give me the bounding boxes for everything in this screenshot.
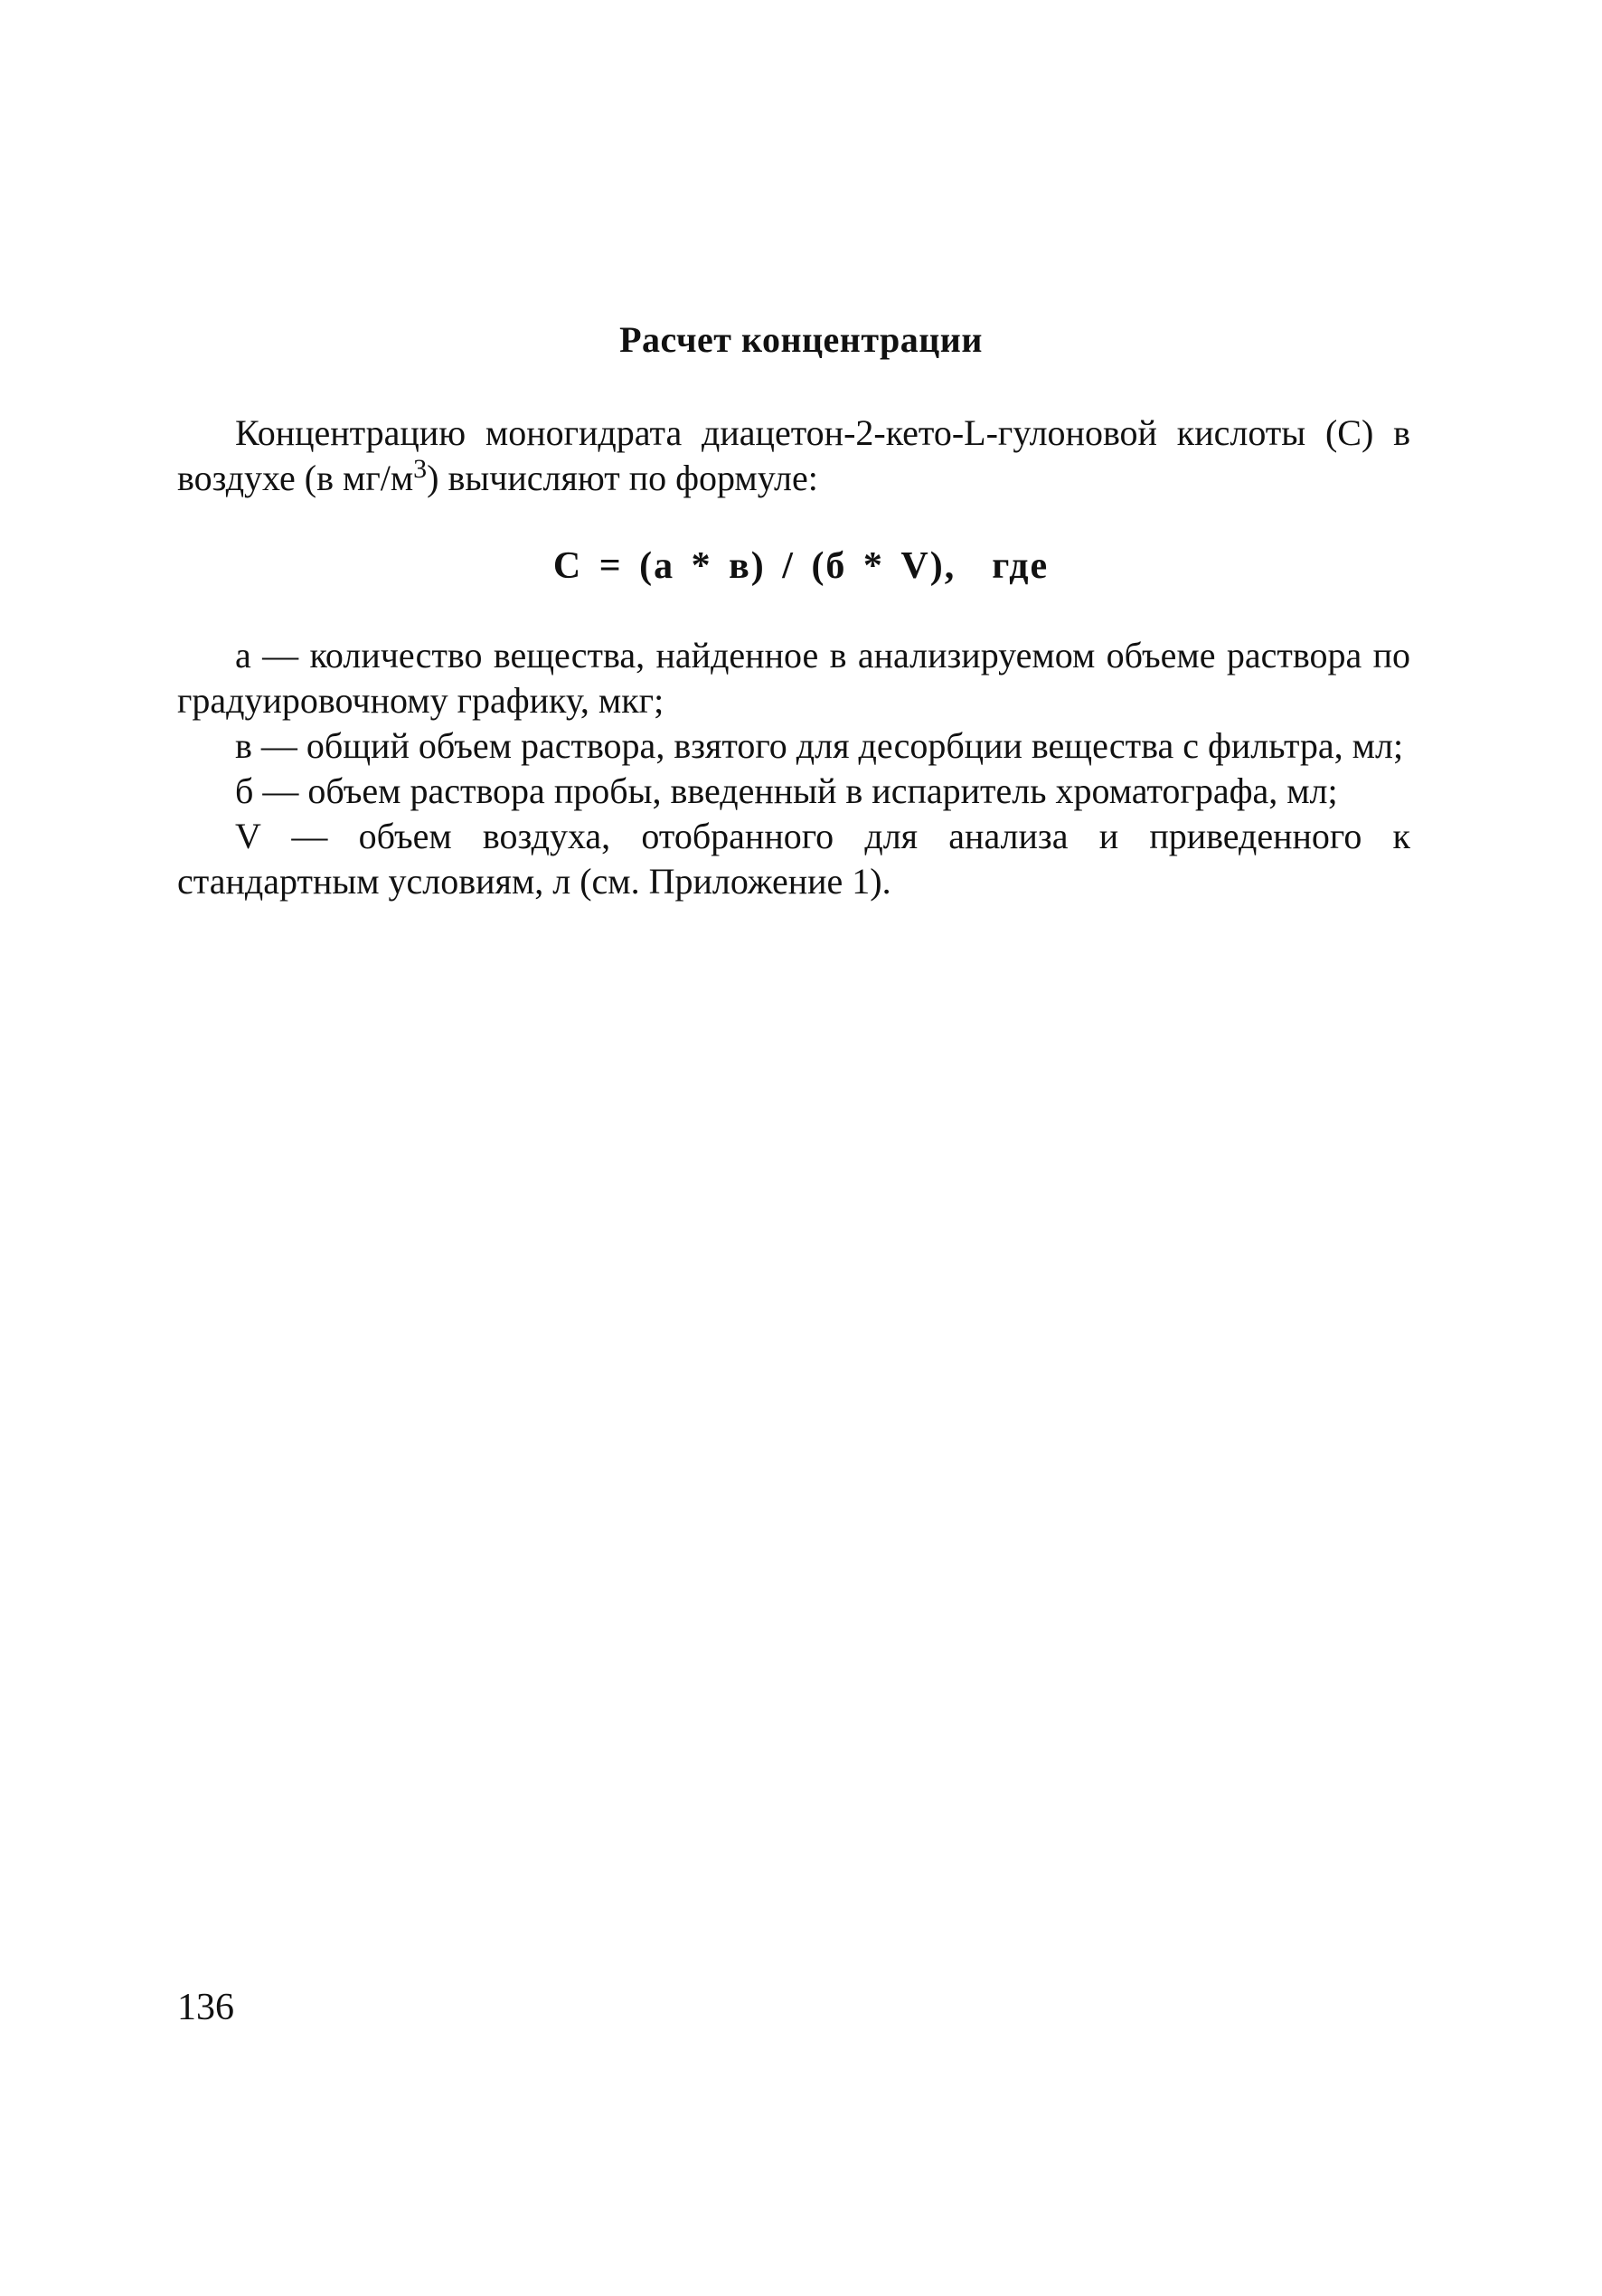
section-heading: Расчет концентрации bbox=[619, 319, 983, 360]
intro-paragraph bbox=[177, 411, 1410, 501]
variable-definitions bbox=[177, 633, 1410, 904]
intro-text-before-superscript: Концентрацию моногидрата диацетон-2-кето-L-гулоновой кислоты (С) в воздухе (в мг/м bbox=[177, 412, 1410, 498]
concentration-formula bbox=[0, 544, 1602, 588]
intro-superscript: 3 bbox=[413, 454, 428, 484]
formula-expression: С = (а * в) / (б * V), bbox=[552, 545, 956, 587]
definition-a: а — количество вещества, найденное в анализируемом объеме раствора по градуировочному графику, мкг; bbox=[177, 635, 1410, 721]
intro-text-after-superscript: ) вычисляют по формуле: bbox=[427, 458, 818, 498]
page-number: 136 bbox=[177, 1987, 234, 2028]
definition-air-volume: V — объем воздуха, отобранного для анализа и приведенного к стандартным условиям, л (см. Приложение 1). bbox=[177, 816, 1410, 902]
definition-v: в — общий объем раствора, взятого для десорбции вещества с фильтра, мл; bbox=[235, 725, 1404, 766]
definition-b: б — объем раствора пробы, введенный в испаритель хроматографа, мл; bbox=[235, 770, 1338, 811]
formula-suffix: где bbox=[992, 545, 1050, 587]
